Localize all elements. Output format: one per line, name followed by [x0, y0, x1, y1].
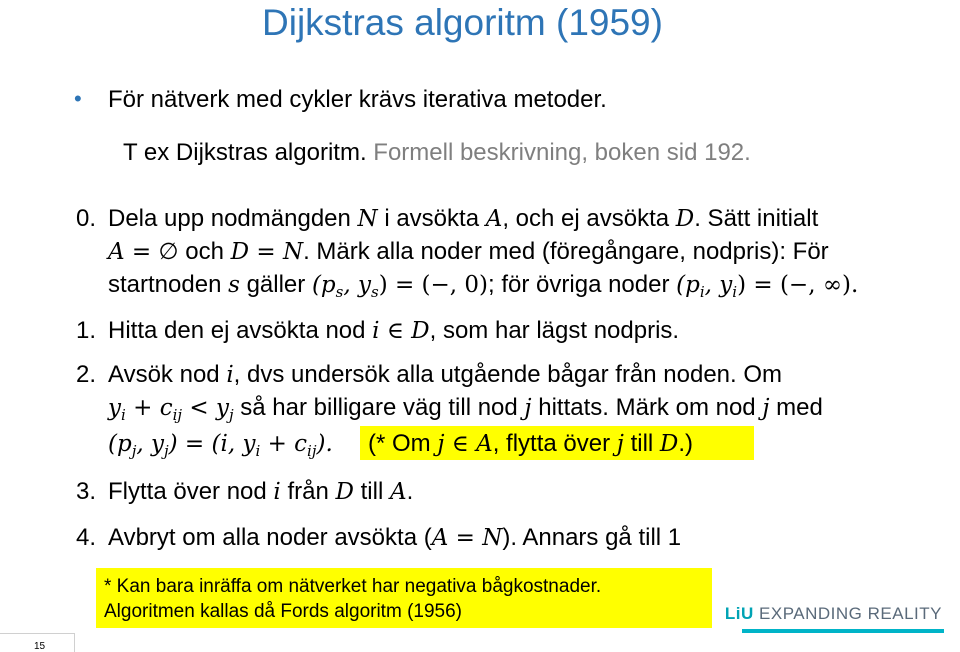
- step-1-number: 1.: [76, 317, 97, 344]
- text: Avbryt om alla noder avsökta (: [108, 524, 432, 551]
- footnote-line-2: Algoritmen kallas då Fords algoritm (1956): [104, 601, 462, 622]
- math: j: [524, 395, 532, 421]
- text: , och ej avsökta: [502, 205, 676, 232]
- logo-liu-text: LiU: [724, 604, 754, 623]
- math: j ∈ A: [437, 431, 493, 457]
- intro-line-1: För nätverk med cykler krävs iterativa metoder.: [108, 86, 607, 113]
- math: A = N: [431, 525, 503, 551]
- math: N: [357, 206, 378, 232]
- math: i: [226, 362, 234, 388]
- text: från: [280, 478, 336, 505]
- math: (p: [108, 431, 132, 457]
- math: ) = (i, y: [168, 431, 256, 457]
- subscript: ij: [307, 442, 317, 460]
- text: i avsökta: [377, 205, 486, 232]
- math: D: [335, 479, 354, 505]
- math: y: [108, 395, 121, 421]
- step-0-line-3: [108, 271, 858, 299]
- math: , y: [343, 272, 371, 298]
- logo-tagline: EXPANDING REALITY: [753, 604, 942, 623]
- math-start-label: [311, 272, 379, 301]
- step-0-line-1: [108, 205, 818, 233]
- subscript: j: [228, 406, 234, 424]
- math: , y: [704, 272, 733, 298]
- logo-underline: [742, 629, 944, 633]
- text: Dela upp nodmängden: [108, 205, 358, 232]
- math: i ∈ D: [372, 318, 430, 344]
- step-4-number: 4.: [76, 524, 97, 551]
- bullet-icon: •: [74, 86, 82, 111]
- math: ).: [316, 431, 333, 457]
- text: , flytta över: [492, 430, 617, 457]
- step-2-line-2: [108, 394, 823, 422]
- intro-line-2-main: T ex Dijkstras algoritm.: [123, 139, 374, 166]
- math: =: [249, 239, 283, 265]
- text: , som har lägst nodpris.: [429, 317, 680, 344]
- math: s: [228, 272, 240, 298]
- subscript: i: [121, 406, 126, 424]
- math-other-label: [676, 272, 738, 301]
- text: .: [406, 478, 414, 505]
- text: Avsök nod: [108, 361, 227, 388]
- math: N: [282, 239, 304, 265]
- slide-title: Dijkstras algoritm (1959): [262, 2, 663, 43]
- step-0-line-2: [108, 238, 829, 266]
- text: Hitta den ej avsökta nod: [108, 317, 373, 344]
- footnote-line-1: * Kan bara inräffa om nätverket har negativa bågkostnader.: [104, 576, 602, 597]
- text: . Märk alla noder med (föregångare, nodpris): För: [303, 238, 829, 265]
- subscript: j: [131, 442, 137, 460]
- text: hittats. Märk om nod: [531, 394, 763, 421]
- math: D: [675, 206, 695, 232]
- text: till: [353, 478, 390, 505]
- text: .): [678, 430, 694, 457]
- math: ) = (−, ∞).: [737, 272, 859, 298]
- math: = ∅: [124, 239, 179, 265]
- math-condition: [108, 395, 234, 424]
- subscript: i: [255, 442, 261, 460]
- math-relabel: [108, 431, 333, 460]
- math: D: [230, 239, 250, 265]
- text: , dvs undersök alla utgående bågar från noden. Om: [233, 361, 783, 388]
- math: A: [108, 239, 125, 265]
- step-2-highlight-note: [368, 430, 693, 458]
- math: (p: [676, 272, 700, 298]
- step-4-line: [108, 524, 681, 552]
- math: D: [659, 431, 679, 457]
- text: och: [178, 238, 231, 265]
- subscript: i: [732, 283, 738, 301]
- step-3-line: [108, 478, 413, 506]
- text: till: [623, 430, 660, 457]
- math: ) = (−, 0): [378, 272, 489, 298]
- subscript: ij: [172, 406, 183, 424]
- text: (* Om: [368, 430, 438, 457]
- step-1-line: [108, 317, 679, 345]
- page-number: 15: [34, 641, 46, 652]
- step-2-line-3: [108, 430, 333, 458]
- step-0-number: 0.: [76, 205, 97, 232]
- subscript: j: [163, 442, 169, 460]
- text: gäller: [239, 271, 312, 298]
- step-2-line-1: [108, 361, 782, 389]
- step-3-number: 3.: [76, 478, 97, 505]
- subscript: s: [370, 283, 379, 301]
- text: ; för övriga noder: [488, 271, 677, 298]
- intro-line-2: [123, 139, 751, 167]
- math: A: [389, 479, 407, 505]
- math: , y: [136, 431, 164, 457]
- math: j: [616, 431, 624, 457]
- text: Flytta över nod: [108, 478, 274, 505]
- text: så har billigare väg till nod: [233, 394, 525, 421]
- subscript: i: [699, 283, 705, 301]
- math: j: [762, 395, 770, 421]
- text: ). Annars gå till 1: [502, 524, 682, 551]
- math: i: [273, 479, 281, 505]
- text: med: [769, 394, 823, 421]
- step-2-number: 2.: [76, 361, 97, 388]
- subscript: s: [335, 283, 344, 301]
- math: A: [485, 206, 503, 232]
- liu-logo: [725, 604, 942, 624]
- math: + c: [125, 395, 173, 421]
- text: . Sätt initialt: [694, 205, 819, 232]
- math: + c: [260, 431, 308, 457]
- math: < y: [182, 395, 229, 421]
- intro-line-2-reference: Formell beskrivning, boken sid 192.: [373, 139, 751, 166]
- text: startnoden: [108, 271, 229, 298]
- math: (p: [311, 272, 336, 298]
